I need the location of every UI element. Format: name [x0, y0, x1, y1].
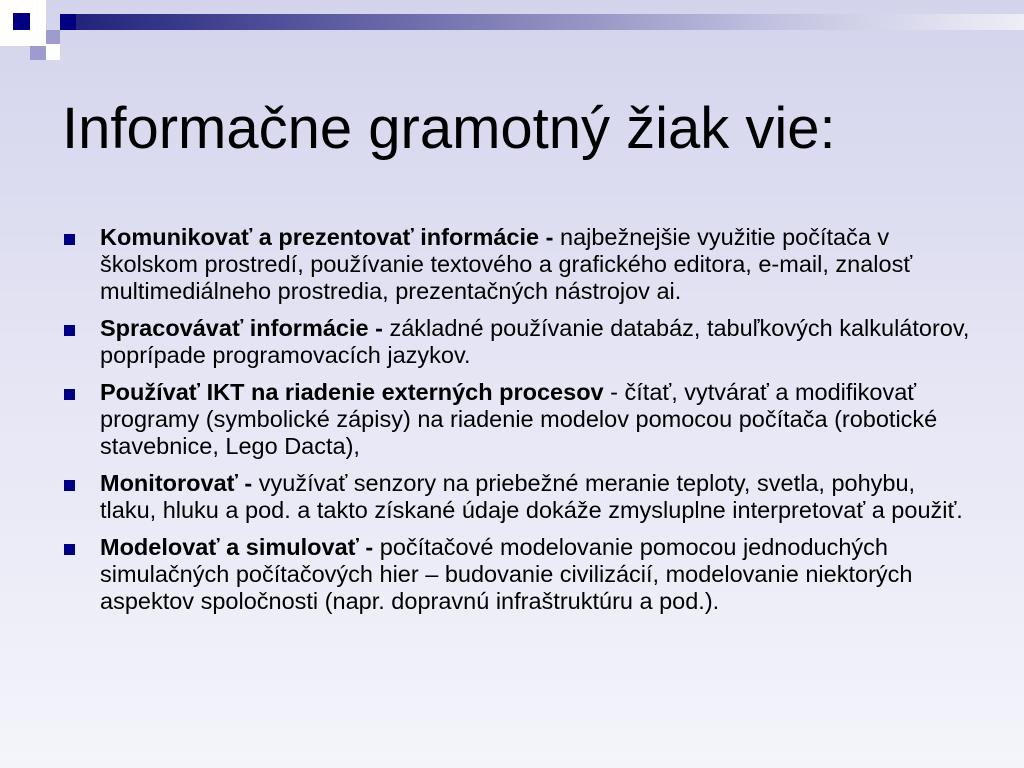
- square-bullet-icon: [64, 480, 75, 491]
- decorative-squares-icon: [0, 0, 1024, 70]
- header-decoration: [0, 0, 1024, 70]
- bullet-text: základné používanie databáz, tabuľkových kalkulátorov, poprípade programovacích jazykov.: [100, 315, 970, 368]
- list-item: [62, 534, 972, 615]
- bullet-heading: Spracovávať informácie -: [100, 315, 383, 341]
- slide-title: Informačne gramotný žiak vie:: [62, 96, 836, 161]
- list-item: [62, 315, 972, 369]
- square-bullet-icon: [64, 389, 75, 400]
- list-item: [62, 224, 972, 305]
- bullet-text: - čítať, vytvárať a modifikovať programy (symbolické zápisy) na riadenie modelov pomocou počítača (robotické stavebnice, Lego Dacta),: [100, 379, 938, 459]
- square-bullet-icon: [64, 234, 75, 245]
- square-bullet-icon: [64, 544, 75, 555]
- bullet-text: najbežnejšie využitie počítača v školskom prostredí, používanie textového a grafického editora, e-mail, znalosť multimediálneho prostredia, prezentačných nástrojov ai.: [100, 224, 913, 304]
- bullet-text: využívať senzory na priebežné meranie teploty, svetla, pohybu, tlaku, hluku a pod. a takto získané údaje dokáže zmysluplne interpretovať a použiť.: [100, 470, 963, 523]
- bullet-heading: Používať IKT na riadenie externých procesov: [100, 379, 604, 405]
- bullet-heading: Komunikovať a prezentovať informácie -: [100, 224, 554, 250]
- bullet-heading: Monitorovať -: [100, 470, 253, 496]
- list-item: [62, 379, 972, 460]
- square-bullet-icon: [64, 325, 75, 336]
- bullet-text: počítačové modelovanie pomocou jednoduchých simulačných počítačových hier – budovanie civilizácií, modelovanie niektorých aspektov spoločnosti (napr. dopravnú infraštruktúru a pod.).: [100, 534, 913, 614]
- bullet-list: [62, 224, 972, 625]
- list-item: [62, 470, 972, 524]
- bullet-heading: Modelovať a simulovať -: [100, 534, 374, 560]
